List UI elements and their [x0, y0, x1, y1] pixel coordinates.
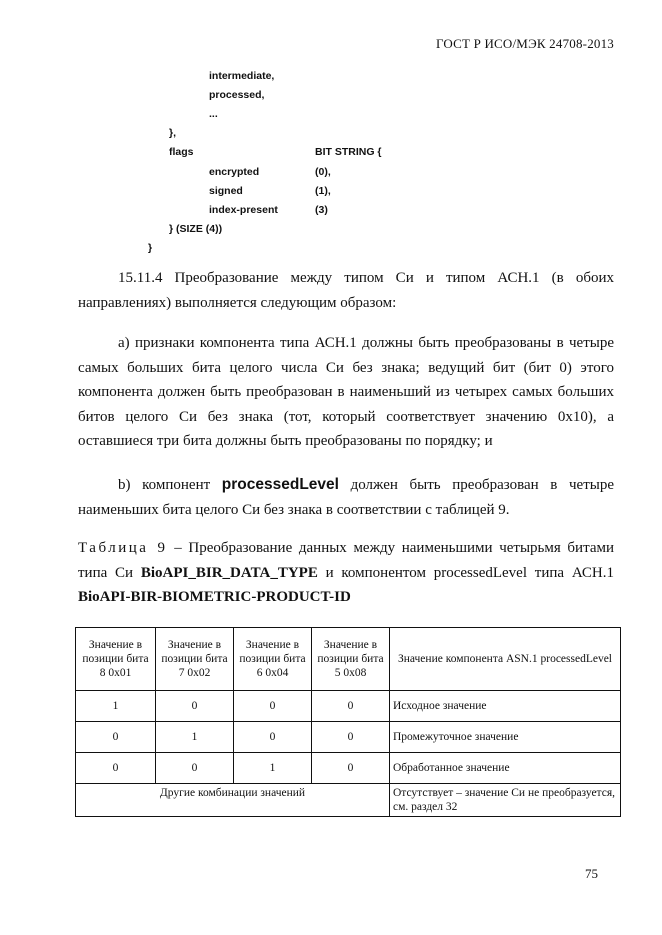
other-combinations-value: Отсутствует – значение Си не преобразуется, см. раздел 32 — [390, 784, 621, 817]
code-line: (0), — [315, 166, 331, 178]
other-combinations-label: Другие комбинации значений — [76, 784, 390, 817]
table-cell: Обработанное значение — [390, 753, 621, 784]
paragraph-item-a: a) признаки компонента типа АСН.1 должны быть преобразованы в четыре самых больших бита целого числа Си без знака; ведущий бит (бит 0) этого компонента должен быть преобразован в наименьший из четырех самых больших битов целого Си без знака (тот, который соответствует значению 0x10), а оставшиеся три бита должны быть преобразованы по порядку; и — [78, 335, 614, 449]
paragraph-item-b — [78, 473, 614, 522]
code-line: } (SIZE (4)) — [169, 223, 223, 235]
header-bit-7: Значение в позиции бита 7 0x02 — [156, 628, 234, 691]
header-processed-level: Значение компонента ASN.1 processedLevel — [390, 628, 621, 691]
document-id: ГОСТ Р ИСО/МЭК 24708-2013 — [435, 36, 614, 51]
table-cell: 0 — [234, 691, 312, 722]
code-line: } — [148, 242, 153, 254]
table-row — [76, 691, 621, 722]
table-caption — [78, 536, 614, 610]
code-line: intermediate, — [209, 70, 275, 82]
header-bit-8: Значение в позиции бита 8 0x01 — [76, 628, 156, 691]
code-line: }, — [169, 127, 177, 139]
header-bit-6: Значение в позиции бита 6 0x04 — [234, 628, 312, 691]
table-cell: 0 — [156, 691, 234, 722]
code-line: index-present — [209, 204, 278, 216]
table-cell: Промежуточное значение — [390, 722, 621, 753]
code-line: processed, — [209, 89, 265, 101]
code-line: encrypted — [209, 166, 260, 178]
table-cell: 1 — [234, 753, 312, 784]
item-b-text-end: должен быть преобразован в четыре наименьших бита целого Си без знака в соответствии с таблицей 9. — [78, 477, 614, 518]
table-caption-text-2: и компонентом processedLevel типа АСН.1 — [317, 564, 614, 581]
table-9 — [75, 627, 621, 817]
table-caption-asn-type: BioAPI-BIR-BIOMETRIC-PRODUCT-ID — [78, 589, 351, 605]
table-row — [76, 722, 621, 753]
item-b-text-start: b) компонент — [118, 477, 222, 493]
table-cell: 1 — [76, 691, 156, 722]
table-caption-text: – Преобразование данных между наименьшими четырьмя битами типа Си — [78, 540, 614, 581]
header-bit-5: Значение в позиции бита 5 0x08 — [312, 628, 390, 691]
code-line: flags — [169, 146, 194, 158]
table-cell: 0 — [76, 722, 156, 753]
table-header-row — [76, 628, 621, 691]
table-cell: 0 — [76, 753, 156, 784]
table-row — [76, 753, 621, 784]
page-number: 75 — [585, 866, 598, 881]
processed-level-term: processedLevel — [221, 476, 339, 493]
table-cell: 0 — [312, 691, 390, 722]
table-caption-type: BioAPI_BIR_DATA_TYPE — [140, 564, 318, 581]
code-line: signed — [209, 185, 243, 197]
table-caption-label: Таблица 9 — [78, 540, 168, 556]
paragraph-15-11-4: 15.11.4 Преобразование между типом Си и типом АСН.1 (в обоих направлениях) выполняется следующим образом: — [78, 270, 614, 311]
code-line: (1), — [315, 185, 331, 197]
table-cell: 0 — [312, 722, 390, 753]
table-cell: 0 — [156, 753, 234, 784]
code-line: (3) — [315, 204, 328, 216]
table-cell: Исходное значение — [390, 691, 621, 722]
table-cell: 0 — [234, 722, 312, 753]
table-cell: 0 — [312, 753, 390, 784]
table-cell: 1 — [156, 722, 234, 753]
code-line: ... — [209, 108, 218, 120]
table-row-other — [76, 784, 621, 817]
code-line: BIT STRING { — [315, 146, 382, 158]
